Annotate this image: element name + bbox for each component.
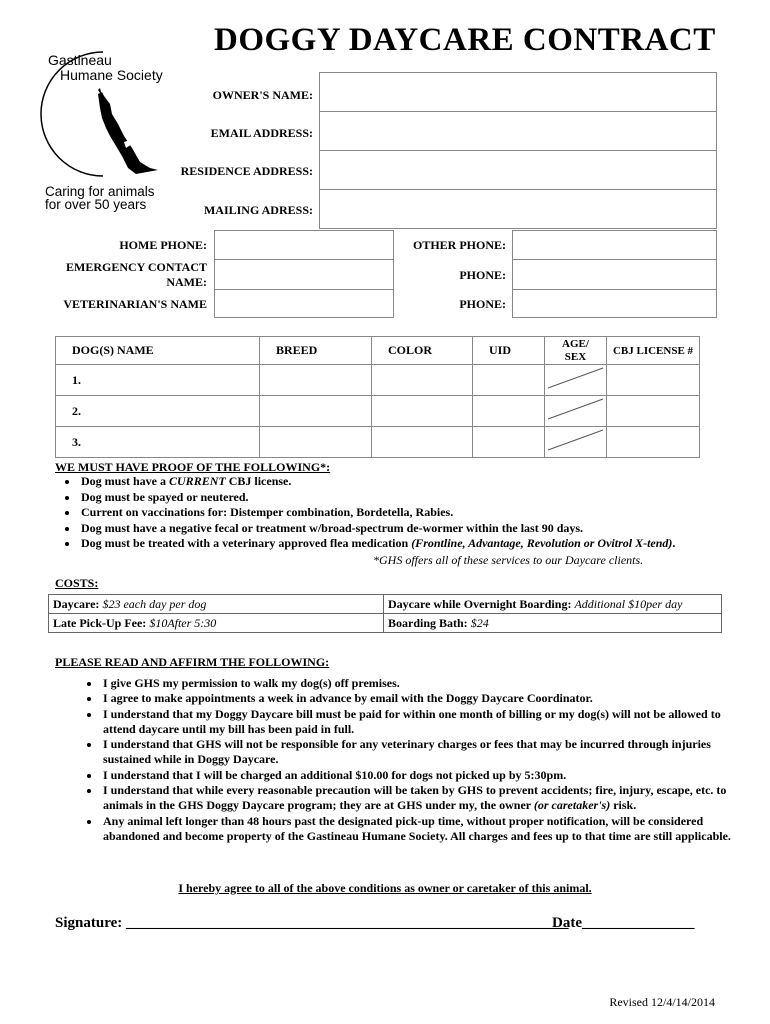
license-cell[interactable] xyxy=(607,365,700,396)
table-row xyxy=(49,595,722,614)
breed-cell[interactable] xyxy=(260,427,372,458)
breed-cell[interactable] xyxy=(260,365,372,396)
owners-name-label: OWNER'S NAME: xyxy=(212,88,313,102)
dog-row-number: 3. xyxy=(56,427,260,458)
col-dog-name: DOG(S) NAME xyxy=(56,337,260,365)
overnight-cost-label: Daycare while Overnight Boarding: xyxy=(388,596,572,611)
list-item: • Any animal left longer than 48 hours past the designated pick-up time, without proper notification, will be considered abandoned and become property of the Gastineau Humane Society. All charges and fees up to that time are still applicable. xyxy=(101,814,751,845)
date-line[interactable]: Date_______________ xyxy=(552,915,695,931)
col-age-sex xyxy=(545,337,607,365)
uid-cell[interactable] xyxy=(473,396,545,427)
list-item: • I understand that GHS will not be responsible for any veterinary charges or fees that may be incurred through injuries sustained while in Doggy Daycare. xyxy=(101,737,751,768)
list-item xyxy=(101,783,751,814)
color-cell[interactable] xyxy=(372,396,473,427)
email-address-field[interactable] xyxy=(319,111,717,151)
late-fee-value: $10After 5:30 xyxy=(149,615,217,630)
col-cbj-license: CBJ LICENSE # xyxy=(607,337,700,365)
proof-item5-text-end: . xyxy=(672,536,676,550)
bath-cost-label: Boarding Bath: xyxy=(388,615,468,630)
gastineau-humane-society-logo xyxy=(40,44,180,224)
overnight-cost-cell xyxy=(384,595,722,614)
proof-heading: WE MUST HAVE PROOF OF THE FOLLOWING*: xyxy=(55,460,331,474)
late-fee-label: Late Pick-Up Fee: xyxy=(53,615,147,630)
table-row xyxy=(56,427,700,458)
mailing-address-label: MAILING ADRESS: xyxy=(203,203,313,217)
signature-line[interactable]: Signature: ___________________________________________________________ xyxy=(55,915,569,931)
costs-heading: COSTS: xyxy=(55,576,99,590)
emergency-phone-label: PHONE: xyxy=(459,268,506,282)
revision-date: Revised 12/4/14/2014 xyxy=(609,995,715,1009)
proof-item1-text: Dog must have a xyxy=(81,474,170,488)
overnight-cost-value: Additional $10per day xyxy=(574,596,683,611)
dogs-table xyxy=(55,336,700,458)
emergency-contact-label-line2: NAME: xyxy=(166,275,207,289)
veterinarians-name-label: VETERINARIAN'S NAME xyxy=(63,297,207,311)
agreement-statement: I hereby agree to all of the above conditions as owner or caretaker of this animal. xyxy=(178,881,592,895)
late-fee-cell xyxy=(49,614,384,633)
list-item: • Current on vaccinations for: Distemper combination, Bordetella, Rabies. xyxy=(79,505,759,521)
page-title: DOGGY DAYCARE CONTRACT xyxy=(214,22,716,58)
dog-row-number: 2. xyxy=(56,396,260,427)
affirm-item6-emphasis: (or caretaker's) xyxy=(533,798,611,813)
daycare-cost-value: $23 each day per dog xyxy=(102,596,207,611)
list-item: • Dog must have a negative fecal or treatment w/broad-spectrum de-wormer within the last 90 days. xyxy=(79,521,759,537)
costs-table xyxy=(48,594,722,633)
residence-address-label: RESIDENCE ADDRESS: xyxy=(180,164,313,178)
logo-name-line2: Humane Society xyxy=(60,67,163,83)
bath-cost-value: $24 xyxy=(470,615,489,630)
logo-tagline-line1: Caring for animals xyxy=(45,184,155,199)
daycare-cost-cell xyxy=(49,595,384,614)
list-item: • I agree to make appointments a week in advance by email with the Doggy Daycare Coordinator. xyxy=(101,691,751,706)
ghs-services-note: *GHS offers all of these services to our Daycare clients. xyxy=(373,553,644,567)
list-item: • I understand that my Doggy Daycare bill must be paid for within one month of billing or my dog(s) will not be allowed to attend daycare until my bill has been paid in full. xyxy=(101,707,751,738)
vet-phone-field[interactable] xyxy=(512,289,717,318)
logo-name-line1: Gastineau xyxy=(48,52,112,68)
uid-cell[interactable] xyxy=(473,365,545,396)
col-uid: UID xyxy=(473,337,545,365)
dog-row-number: 1. xyxy=(56,365,260,396)
list-item: • I understand that I will be charged an additional $10.00 for dogs not picked up by 5:30pm. xyxy=(101,768,751,783)
color-cell[interactable] xyxy=(372,427,473,458)
vet-phone-label: PHONE: xyxy=(459,297,506,311)
col-color: COLOR xyxy=(372,337,473,365)
other-phone-field[interactable] xyxy=(512,230,717,260)
uid-cell[interactable] xyxy=(473,427,545,458)
affirm-item6-text-end: risk. xyxy=(610,798,637,813)
affirm-list xyxy=(55,676,751,844)
age-sex-divider-icon xyxy=(545,365,606,391)
proof-item1-text-end: CBJ license. xyxy=(225,474,292,488)
affirm-item6-text: I understand that while every reasonable precaution will be taken by GHS to prevent accidents; fire, injury, escape, etc. to animals in the GHS Doggy Daycare program; they are at GHS under my, the owner xyxy=(103,783,727,813)
emergency-contact-name-field[interactable] xyxy=(214,259,394,290)
proof-item1-emphasis: CURRENT xyxy=(169,474,226,488)
other-phone-label: OTHER PHONE: xyxy=(412,238,506,252)
license-cell[interactable] xyxy=(607,427,700,458)
age-sex-divider-icon xyxy=(545,427,606,453)
home-phone-label: HOME PHONE: xyxy=(119,238,207,252)
proof-item5-emphasis: (Frontline, Advantage, Revolution or Ovitrol X-tend) xyxy=(411,536,673,550)
mailing-address-field[interactable] xyxy=(319,189,717,229)
owners-name-field[interactable] xyxy=(319,72,717,112)
bath-cost-cell xyxy=(384,614,722,633)
color-cell[interactable] xyxy=(372,365,473,396)
age-sex-cell[interactable] xyxy=(545,396,607,427)
age-sex-cell[interactable] xyxy=(545,365,607,396)
proof-item5-text: Dog must be treated with a veterinary approved flea medication xyxy=(81,536,412,550)
table-row xyxy=(56,365,700,396)
list-item: • I give GHS my permission to walk my dog(s) off premises. xyxy=(101,676,751,691)
residence-address-field[interactable] xyxy=(319,150,717,190)
affirm-heading: PLEASE READ AND AFFIRM THE FOLLOWING: xyxy=(55,655,330,669)
table-row xyxy=(49,614,722,633)
emergency-contact-label-line1: EMERGENCY CONTACT xyxy=(65,260,207,274)
veterinarians-name-field[interactable] xyxy=(214,289,394,318)
email-address-label: EMAIL ADDRESS: xyxy=(210,126,313,140)
list-item: • Dog must be spayed or neutered. xyxy=(79,490,759,506)
emergency-phone-field[interactable] xyxy=(512,259,717,290)
age-sex-divider-icon xyxy=(545,396,606,422)
home-phone-field[interactable] xyxy=(214,230,394,260)
col-age-label: AGE/ xyxy=(562,337,589,350)
table-row xyxy=(56,396,700,427)
age-sex-cell[interactable] xyxy=(545,427,607,458)
daycare-cost-label: Daycare: xyxy=(53,596,100,611)
col-breed: BREED xyxy=(260,337,372,365)
list-item xyxy=(79,474,759,490)
list-item xyxy=(79,536,759,552)
emergency-contact-label xyxy=(66,260,207,290)
license-cell[interactable] xyxy=(607,396,700,427)
breed-cell[interactable] xyxy=(260,396,372,427)
logo-tagline-line2: for over 50 years xyxy=(45,197,147,212)
col-sex-label: SEX xyxy=(564,350,587,363)
dogs-table-header xyxy=(56,337,700,365)
proof-list xyxy=(55,474,759,552)
